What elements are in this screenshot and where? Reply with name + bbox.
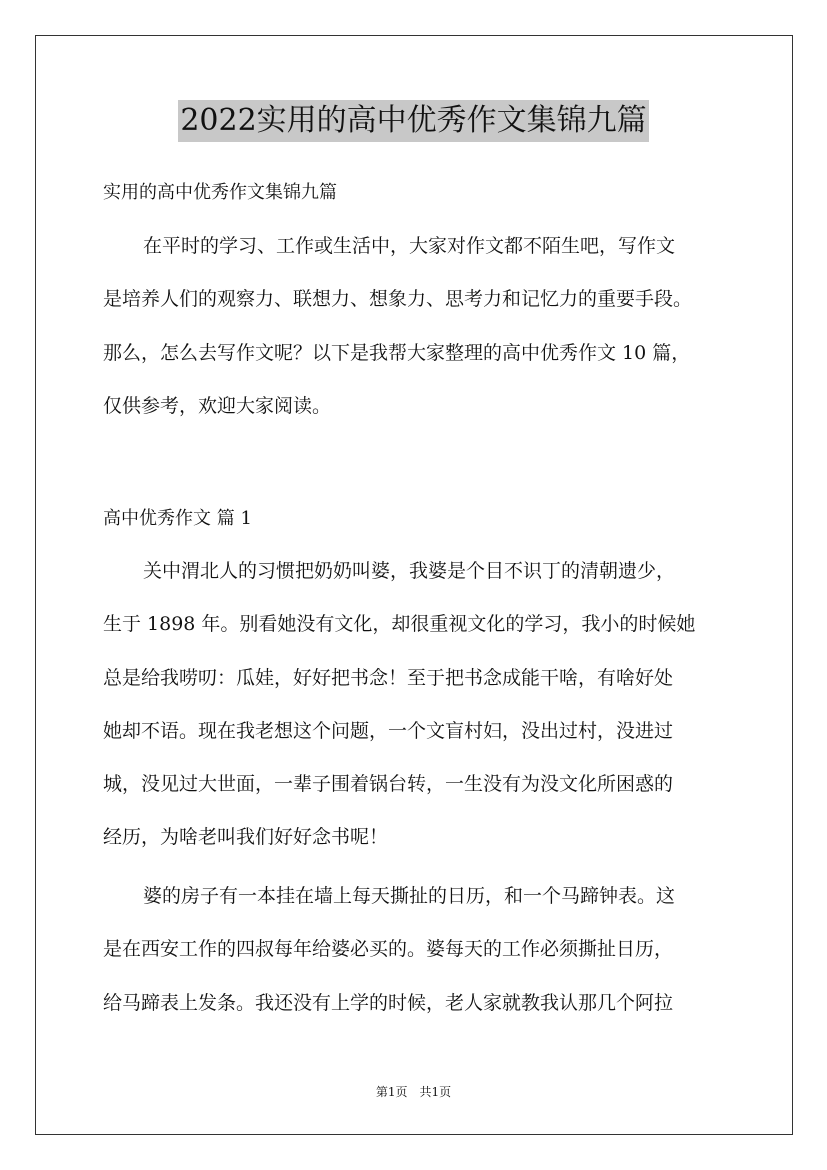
section-heading: 高中优秀作文 篇 1 — [103, 508, 252, 529]
paragraph-line: 她却不语。现在我老想这个问题，一个文盲村妇，没出过村，没进过 — [103, 719, 674, 742]
paragraph-line: 经历，为啥老叫我们好好念书呢！ — [103, 826, 389, 849]
document-subtitle: 实用的高中优秀作文集锦九篇 — [103, 182, 337, 203]
intro-paragraph — [103, 220, 743, 433]
paragraph-line: 婆的房子有一本挂在墙上每天撕扯的日历，和一个马蹄钟表。这 — [143, 885, 676, 907]
intro-line: 仅供参考，欢迎大家阅读。 — [103, 394, 332, 417]
paragraph-1 — [103, 545, 743, 865]
document-title: 2022实用的高中优秀作文集锦九篇 — [178, 100, 648, 142]
intro-line: 在平时的学习、工作或生活中，大家对作文都不陌生吧，写作文 — [143, 235, 676, 257]
paragraph-line: 给马蹄表上发条。我还没有上学的时候，老人家就教我认那几个阿拉 — [103, 991, 674, 1014]
paragraph-line: 总是给我唠叨：瓜娃，好好把书念！至于把书念成能干啥，有啥好处 — [103, 666, 674, 689]
paragraph-line: 是在西安工作的四叔每年给婆必买的。婆每天的工作必须撕扯日历， — [103, 938, 674, 961]
page-footer: 第1页 共1页 — [375, 1085, 452, 1099]
title-container — [0, 100, 827, 142]
paragraph-line: 关中渭北人的习惯把奶奶叫婆，我婆是个目不识丁的清朝遗少， — [143, 560, 676, 582]
intro-line: 是培养人们的观察力、联想力、想象力、思考力和记忆力的重要手段。 — [103, 288, 693, 311]
intro-line: 那么，怎么去写作文呢？以下是我帮大家整理的高中优秀作文 10 篇， — [103, 341, 691, 364]
paragraph-2 — [103, 870, 743, 1030]
paragraph-line: 城，没见过大世面，一辈子围着锅台转，一生没有为没文化所困惑的 — [103, 773, 674, 796]
paragraph-line: 生于 1898 年。别看她没有文化，却很重视文化的学习，我小的时候她 — [103, 613, 696, 636]
